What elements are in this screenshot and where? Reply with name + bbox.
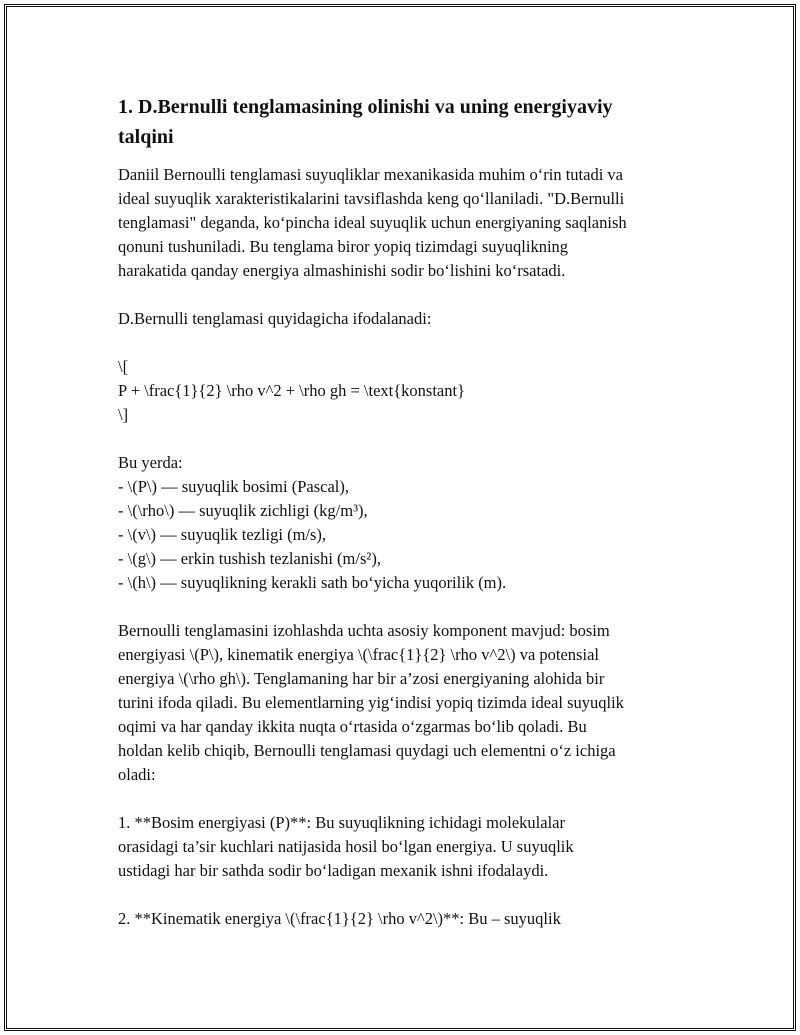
equation-line: \] <box>118 405 129 424</box>
text-line: turini ifoda qiladi. Bu elementlarning yig‘indisi yopiq tizimda ideal suyuqlik <box>118 693 624 712</box>
section-heading <box>118 92 698 152</box>
text-line: holdan kelib chiqib, Bernoulli tenglamasi quydagi uch elementni o‘z ichiga <box>118 741 616 760</box>
equation-block <box>118 355 698 427</box>
heading-line: 1. D.Bernulli tenglamasining olinishi va uning energiyaviy <box>118 96 613 118</box>
text-line: energiya \(\rho gh\). Tenglamaning har bir a’zosi energiyaning alohida bir <box>118 669 605 688</box>
document-body <box>118 92 698 955</box>
list-item: - \(\rho\) — suyuqlik zichligi (kg/m³), <box>118 501 368 520</box>
intro-paragraph <box>118 163 698 283</box>
text-line: tenglamasi" deganda, ko‘pincha ideal suyuqlik uchun energiyaning saqlanish <box>118 213 627 232</box>
text-line: 2. **Kinematik energiya \(\frac{1}{2} \rho v^2\)**: Bu – suyuqlik <box>118 909 561 928</box>
text-line: 1. **Bosim energiyasi (P)**: Bu suyuqlikning ichidagi molekulalar <box>118 813 565 832</box>
text-line: orasidagi ta’sir kuchlari natijasida hosil bo‘lgan energiya. U suyuqlik <box>118 837 574 856</box>
text-line: D.Bernulli tenglamasi quyidagicha ifodalanadi: <box>118 309 432 328</box>
equation-line: \[ <box>118 357 129 376</box>
list-item: - \(v\) — suyuqlik tezligi (m/s), <box>118 525 327 544</box>
pressure-energy-paragraph <box>118 811 698 883</box>
text-line: energiyasi \(P\), kinematik energiya \(\frac{1}{2} \rho v^2\) va potensial <box>118 645 599 664</box>
text-line: Bernoulli tenglamasini izohlashda uchta asosiy komponent mavjud: bosim <box>118 621 610 640</box>
equation-intro-paragraph <box>118 307 698 331</box>
text-line: Daniil Bernoulli tenglamasi suyuqliklar mexanikasida muhim o‘rin tutadi va <box>118 165 623 184</box>
text-line: qonuni tushuniladi. Bu tenglama biror yopiq tizimdagi suyuqlikning <box>118 237 569 256</box>
text-line: ustidagi har bir sathda sodir bo‘ladigan mexanik ishni ifodalaydi. <box>118 861 549 880</box>
text-line: oladi: <box>118 765 156 784</box>
variable-definitions-list <box>118 451 698 595</box>
list-item: - \(h\) — suyuqlikning kerakli sath bo‘yicha yuqorilik (m). <box>118 573 507 592</box>
list-item: - \(P\) — suyuqlik bosimi (Pascal), <box>118 477 349 496</box>
kinetic-energy-paragraph <box>118 907 698 931</box>
heading-line: talqini <box>118 126 174 148</box>
text-line: harakatida qanday energiya almashinishi sodir bo‘lishini ko‘rsatadi. <box>118 261 566 280</box>
text-line: Bu yerda: <box>118 453 183 472</box>
list-item: - \(g\) — erkin tushish tezlanishi (m/s²), <box>118 549 381 568</box>
text-line: ideal suyuqlik xarakteristikalarini tavsiflashda keng qo‘llaniladi. "D.Bernulli <box>118 189 625 208</box>
equation-line: P + \frac{1}{2} \rho v^2 + \rho gh = \text{konstant} <box>118 381 465 400</box>
components-paragraph <box>118 619 698 787</box>
text-line: oqimi va har qanday ikkita nuqta o‘rtasida o‘zgarmas bo‘lib qoladi. Bu <box>118 717 587 736</box>
